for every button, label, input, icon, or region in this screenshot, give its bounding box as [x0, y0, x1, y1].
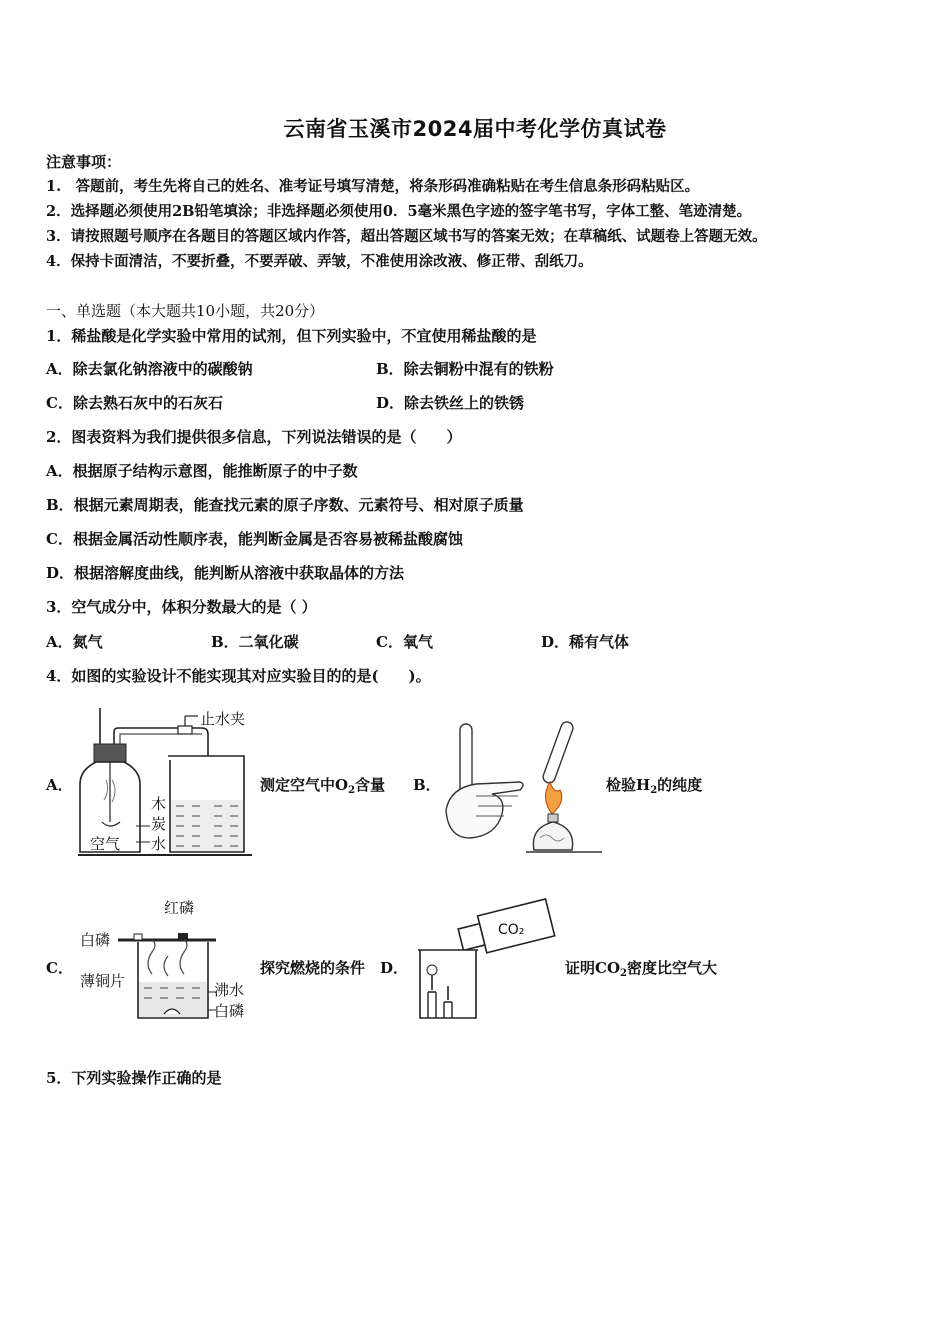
q1-option-d: D．除去铁丝上的铁锈 — [376, 394, 525, 412]
q4-b-caption: 检验$H_2$的纯度 — [606, 776, 703, 796]
q1-option-b: B．除去铜粉中混有的铁粉 — [376, 360, 554, 378]
q3-option-c: C．氧气 — [376, 633, 433, 651]
q4-d-apparatus — [412, 894, 558, 1024]
q4-c-label-copper-sheet: 薄铜片 — [80, 972, 126, 990]
q2-stem: 2．图表资料为我们提供很多信息，下列说法错误的是（ ） — [46, 428, 462, 446]
q4-c-label-red-phosphorus: 红磷 — [164, 899, 195, 917]
q4-c-apparatus — [112, 926, 222, 1024]
q4-d-letter: D． — [380, 959, 409, 977]
q4-a-caption: 测定空气中$O_2$含量 — [260, 776, 386, 796]
q4-c-letter: C． — [46, 959, 73, 977]
q3-option-a: A．氮气 — [46, 633, 103, 651]
notice-item-2: 2．选择题必须使用2B铅笔填涂；非选择题必须使用0．5毫米黑色字迹的签字笔书写，字体工整、笔迹清楚。 — [46, 203, 752, 220]
q4-stem: 4．如图的实验设计不能实现其对应实验目的的是( )。 — [46, 667, 431, 685]
q2-option-c: C．根据金属活动性顺序表，能判断金属是否容易被稀盐酸腐蚀 — [46, 530, 463, 548]
q4-a-label-water: 水 — [151, 835, 167, 853]
notice-heading: 注意事项： — [46, 153, 122, 171]
q5-stem: 5．下列实验操作正确的是 — [46, 1069, 222, 1087]
page-title: 云南省玉溪市2024届中考化学仿真试卷 — [283, 117, 667, 141]
q1-option-a: A．除去氯化钠溶液中的碳酸钠 — [46, 360, 253, 378]
q2-option-a: A．根据原子结构示意图，能推断原子的中子数 — [46, 462, 358, 480]
q4-a-label-clamp: 止水夹 — [200, 710, 246, 728]
q2-option-b: B．根据元素周期表，能查找元素的原子序数、元素符号、相对原子质量 — [46, 496, 524, 514]
q1-option-c: C．除去熟石灰中的石灰石 — [46, 394, 223, 412]
q4-a-label-charcoal-1: 木 — [151, 795, 167, 813]
notice-item-1: 1. 答题前，考生先将自己的姓名、准考证号填写清楚，将条形码准确粘贴在考生信息条形码粘贴区。 — [46, 178, 700, 195]
q4-c-caption: 探究燃烧的条件 — [260, 959, 366, 977]
section-heading: 一、单选题（本大题共10小题，共20分） — [46, 302, 325, 320]
q4-b-letter: B． — [413, 776, 441, 794]
q2-option-d: D．根据溶解度曲线，能判断从溶液中获取晶体的方法 — [46, 564, 405, 582]
q4-b-apparatus — [436, 718, 604, 858]
q4-a-label-air: 空气 — [90, 835, 121, 853]
notice-item-4: 4．保持卡面清洁，不要折叠，不要弄破、弄皱，不准使用涂改液、修正带、刮纸刀。 — [46, 253, 593, 270]
notice-item-3: 3．请按照题号顺序在各题目的答题区域内作答，超出答题区域书写的答案无效；在草稿纸、试题卷上答题无效。 — [46, 228, 767, 245]
q1-stem: 1．稀盐酸是化学实验中常用的试剂，但下列实验中，不宜使用稀盐酸的是 — [46, 327, 537, 345]
q3-option-b: B．二氧化碳 — [211, 633, 299, 651]
q4-a-label-charcoal-2: 炭 — [151, 815, 167, 833]
q4-d-label-co2-bottle: CO₂ — [498, 922, 525, 938]
q4-c-label-white-phosphorus-bottom: 白磷 — [214, 1002, 245, 1020]
q3-option-d: D．稀有气体 — [541, 633, 630, 651]
q4-a-letter: A． — [46, 776, 73, 794]
q4-c-label-boiling-water: 沸水 — [214, 981, 245, 999]
q4-d-caption: 证明$CO_2$密度比空气大 — [565, 959, 717, 979]
q3-stem: 3．空气成分中，体积分数最大的是（ ） — [46, 598, 317, 616]
q4-c-label-white-phosphorus-top: 白磷 — [80, 931, 111, 949]
